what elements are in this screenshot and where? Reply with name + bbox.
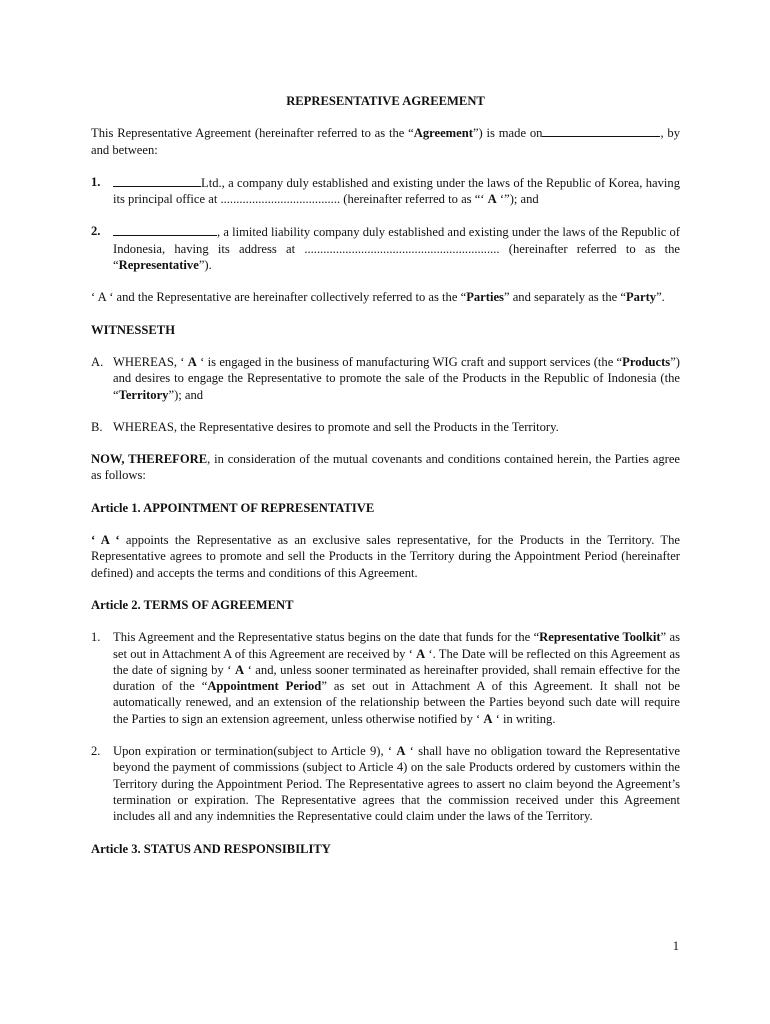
article-2-item-2	[91, 743, 680, 824]
article-1-text: appoints the Representative as an exclusive sales representative, for the Products in the Territory. The Representative agrees to promote and sell the Products in the Territory during the Appointment Period (hereinafter defined) and accepts the terms and conditions of this Agreement.	[91, 533, 681, 580]
now-therefore-paragraph	[91, 451, 680, 484]
collective-bold-parties: Parties	[466, 290, 504, 305]
collective-bold-party: Party	[625, 290, 657, 305]
intro-paragraph	[91, 124, 680, 158]
article-2-item-1	[91, 629, 680, 727]
party-2-text-1: , a limited liability company duly established and existing under the laws of the Republic of Indonesia, having its address at .............................................................. (hereinafter referred to as the “	[113, 225, 680, 273]
party-2-bold: Representative	[118, 258, 199, 273]
art2-1-text-2: ” as set out in Attachment A of this Agreement are received by ‘	[113, 630, 680, 661]
article-1-paragraph	[91, 532, 680, 581]
article-3-heading: Article 3. STATUS AND RESPONSIBILITY	[91, 841, 331, 856]
art2-2-text-1: Upon expiration or termination(subject to Article 9), ‘	[113, 744, 397, 759]
party-1-marker: 1.	[91, 174, 101, 189]
art2-1-text-6: ‘ in writing.	[492, 711, 556, 726]
article-2-heading: Article 2. TERMS OF AGREEMENT	[91, 597, 294, 612]
article-1-heading: Article 1. APPOINTMENT OF REPRESENTATIVE	[91, 500, 375, 515]
witnesseth-heading: WITNESSETH	[91, 322, 175, 337]
party-1-name-blank	[113, 174, 201, 187]
document-body	[91, 93, 680, 873]
art2-1-text-5: ” as set out in Attachment A of this Agreement. It shall not be automatically renewed, and an extension of the relationship between the Parties beyond such date will require the Parties to sign an extension agreement, unless otherwise notified by ‘	[113, 679, 680, 726]
whereas-a-text-4: ”); and	[168, 387, 204, 402]
art2-1-bold-3: A	[234, 662, 245, 677]
intro-text-2: ”) is made on	[472, 126, 543, 141]
intro-bold-agreement: Agreement	[413, 126, 473, 141]
now-therefore-text: , in consideration of the mutual covenants and conditions contained herein, the Parties agree as follows:	[91, 452, 680, 483]
party-1-bold: A	[487, 192, 497, 207]
whereas-b-text-1: WHEREAS, the Representative desires to promote and sell the Products in the Territory.	[113, 419, 559, 434]
party-2-name-blank	[113, 223, 217, 236]
whereas-b-marker: B.	[91, 419, 103, 434]
intro-text-3: , by and between:	[91, 126, 680, 157]
art2-1-bold-2: A	[416, 646, 426, 661]
art2-1-bold-5: A	[483, 711, 493, 726]
collective-text-1: ‘ A ‘ and the Representative are hereinafter collectively referred to as the “	[91, 290, 467, 305]
whereas-b	[91, 419, 680, 435]
whereas-a-text-3: ”) and desires to engage the Representative to promote the sale of the Products in the Republic of Indonesia (the “	[113, 354, 680, 402]
article-2-item-1-marker: 1.	[91, 630, 101, 645]
collective-paragraph	[91, 289, 680, 305]
party-2-text-2: ”).	[198, 258, 212, 273]
art2-2-text-2: ‘ shall have no obligation toward the Representative beyond the payment of commissions (subject to Article 4) on the sale Products ordered by customers within the Territory during the Appointment Period. The Representative agrees to assert no claim beyond the Agreement’s termination or expiration. The Representative agrees that the commission received under this Agreement includes all and any indemnities the Representative could claim under the laws of the Territory.	[113, 744, 681, 824]
whereas-a-marker: A.	[91, 354, 104, 369]
art2-1-bold-4: Appointment Period	[207, 679, 322, 694]
art2-1-bold-1: Representative Toolkit	[539, 630, 661, 645]
now-therefore-bold: NOW, THEREFORE	[91, 452, 208, 467]
date-blank-line	[542, 124, 660, 137]
party-2-marker: 2.	[91, 224, 101, 239]
party-2	[91, 223, 680, 273]
collective-text-2: ” and separately as the “	[503, 290, 626, 305]
whereas-a-bold-2: Products	[622, 354, 671, 369]
article-2-item-2-marker: 2.	[91, 744, 101, 759]
intro-text-1: This Representative Agreement (hereinafter referred to as the “	[91, 126, 414, 141]
party-1	[91, 174, 680, 208]
article-1-bold: ‘ A ‘	[91, 533, 120, 548]
art2-1-text-3: ‘. The Date will be reflected on this Agreement as the date of signing by ‘	[113, 646, 680, 677]
whereas-a	[91, 354, 680, 403]
page-number: 1	[672, 939, 679, 953]
art2-2-bold-1: A	[396, 744, 406, 759]
art2-1-text-4: ‘ and, unless sooner terminated as hereinafter provided, shall remain effective for the duration of the “	[113, 662, 680, 694]
whereas-a-text-1: WHEREAS, ‘	[113, 354, 188, 369]
document-title: REPRESENTATIVE AGREEMENT	[286, 94, 485, 108]
collective-text-3: ”.	[656, 290, 665, 305]
whereas-a-text-2: ‘ is engaged in the business of manufacturing WIG craft and support services (the “	[196, 354, 623, 369]
art2-1-text-1: This Agreement and the Representative status begins on the date that funds for the “	[113, 630, 540, 645]
party-1-text-1: Ltd., a company duly established and existing under the laws of the Republic of Korea, having its principal office at ...................................... (hereinafter referred to as “‘	[113, 175, 680, 207]
whereas-a-bold-1: A	[187, 354, 197, 369]
whereas-a-bold-3: Territory	[118, 387, 169, 402]
party-1-text-2: ‘”); and	[496, 192, 539, 207]
